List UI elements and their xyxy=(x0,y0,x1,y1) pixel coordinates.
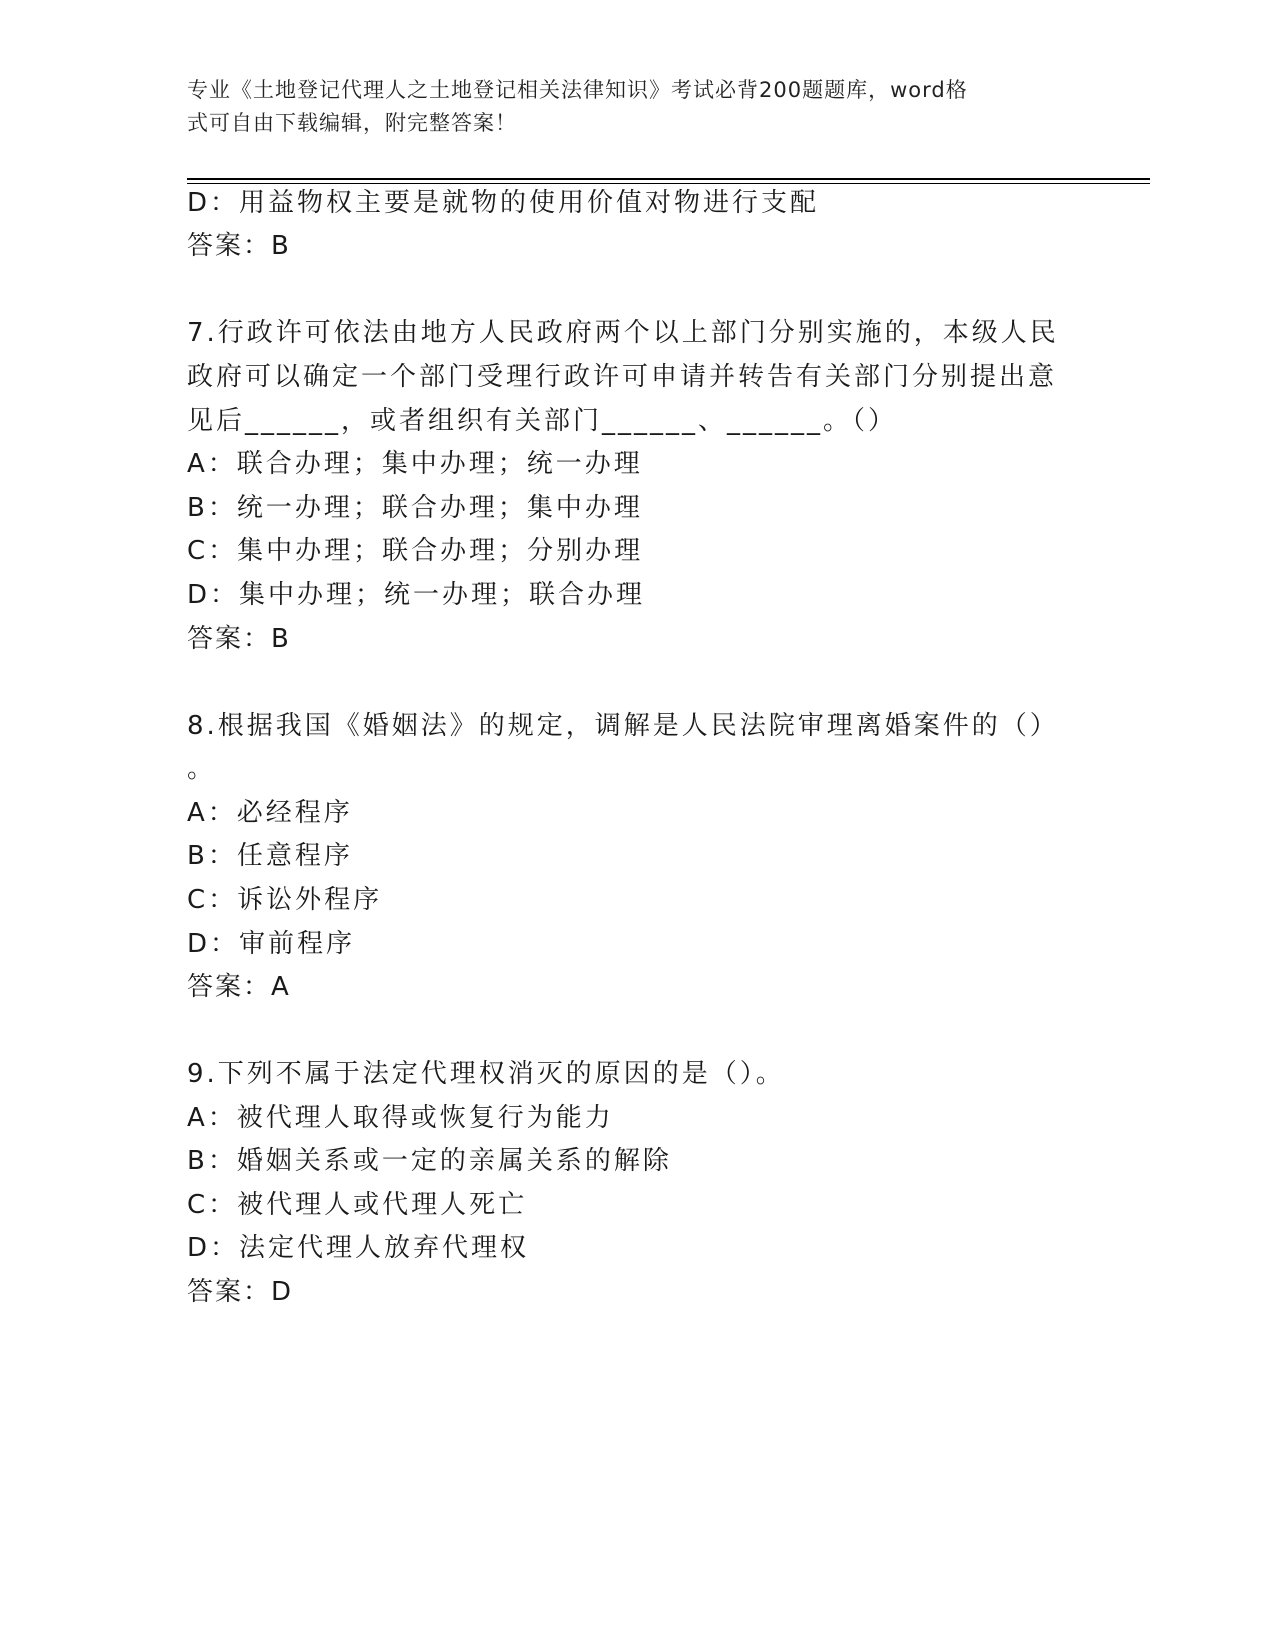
q9-option-c: C：被代理人或代理人死亡 xyxy=(187,1190,528,1220)
document-header xyxy=(187,74,1067,140)
q6-option-d: D：用益物权主要是就物的使用价值对物进行支配 xyxy=(187,188,820,218)
q8-option-c: C：诉讼外程序 xyxy=(187,885,383,915)
q7-option-a: A：联合办理；集中办理；统一办理 xyxy=(187,449,643,479)
q9-option-b: B：婚姻关系或一定的亲属关系的解除 xyxy=(187,1146,672,1176)
header-divider-thin xyxy=(187,183,1150,184)
q6-answer: 答案：B xyxy=(187,231,291,261)
q8-option-d: D：审前程序 xyxy=(187,929,356,959)
q9-stem: 9.下列不属于法定代理权消灭的原因的是（）。 xyxy=(187,1059,785,1089)
q7-option-c: C：集中办理；联合办理；分别办理 xyxy=(187,536,644,566)
header-title-line2: 式可自由下载编辑，附完整答案！ xyxy=(187,111,517,135)
q7-stem-line1: 7.行政许可依法由地方人民政府两个以上部门分别实施的，本级人民 xyxy=(187,318,1059,348)
q7-answer: 答案：B xyxy=(187,624,291,654)
q8-stem-line2: 。 xyxy=(187,754,217,784)
header-divider-thick xyxy=(187,178,1150,180)
q7-option-b: B：统一办理；联合办理；集中办理 xyxy=(187,493,643,523)
q8-option-a: A：必经程序 xyxy=(187,798,353,828)
q8-option-b: B：任意程序 xyxy=(187,841,353,871)
q9-answer: 答案：D xyxy=(187,1277,294,1307)
q8-stem-line1: 8.根据我国《婚姻法》的规定，调解是人民法院审理离婚案件的（） xyxy=(187,711,1059,741)
q7-stem-line2: 政府可以确定一个部门受理行政许可申请并转告有关部门分别提出意 xyxy=(187,362,1058,392)
header-title-line1: 专业《土地登记代理人之土地登记相关法律知识》考试必背200题题库，word格 xyxy=(187,78,968,102)
q9-option-d: D：法定代理人放弃代理权 xyxy=(187,1233,530,1263)
q8-answer: 答案：A xyxy=(187,972,291,1002)
q9-option-a: A：被代理人取得或恢复行为能力 xyxy=(187,1103,614,1133)
q7-stem-line3: 见后______，或者组织有关部门______、______。（） xyxy=(187,406,898,436)
q7-option-d: D：集中办理；统一办理；联合办理 xyxy=(187,580,646,610)
